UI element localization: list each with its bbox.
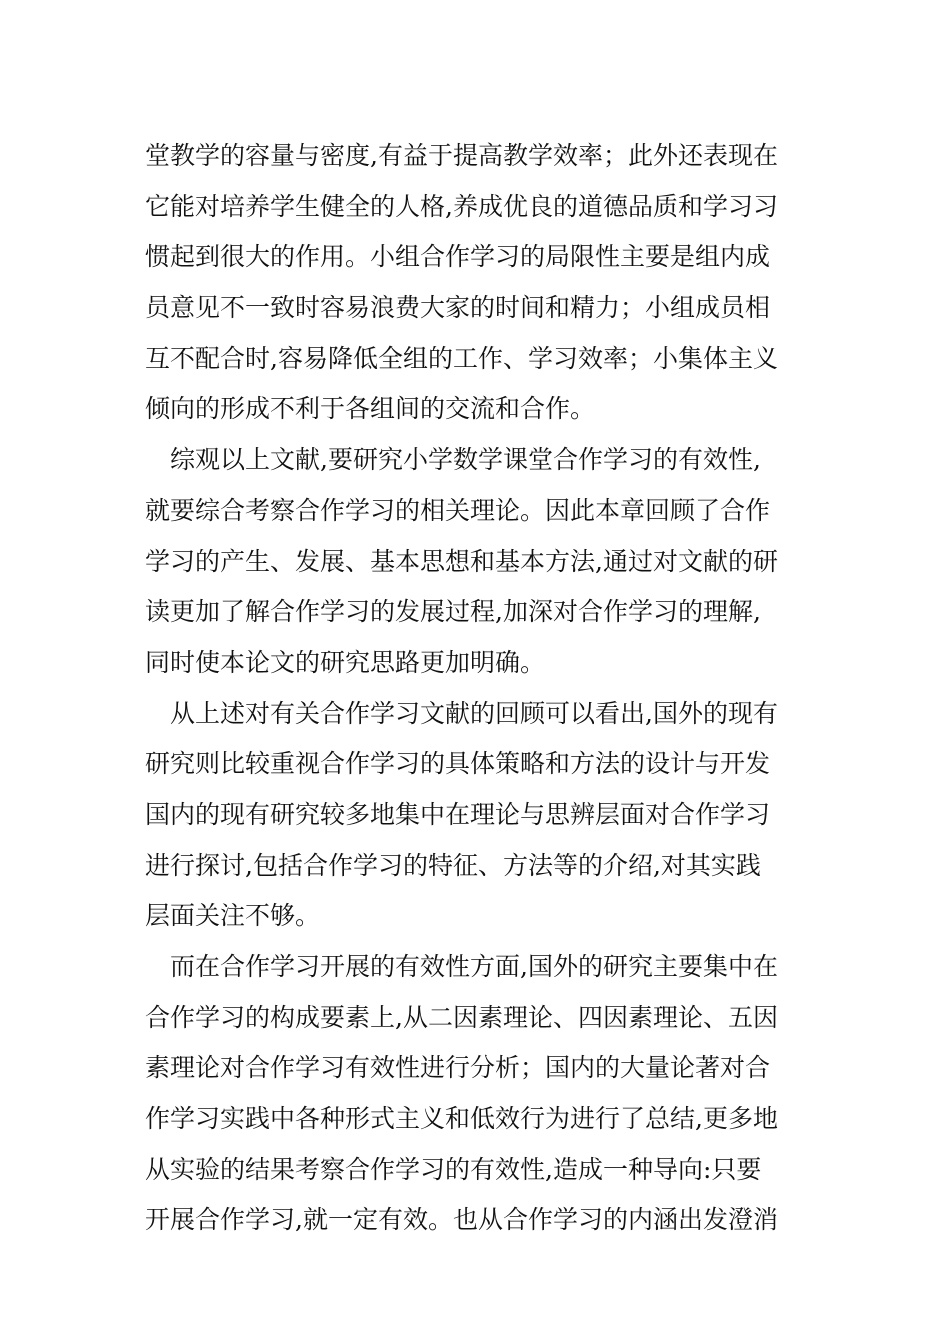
text-line: 合作学习的构成要素上,从二因素理论、四因素理论、五因: [145, 1002, 778, 1032]
text-line: 它能对培养学生健全的人格,养成优良的道德品质和学习习: [145, 191, 778, 221]
text-line: 堂教学的容量与密度,有益于提高教学效率；此外还表现在: [145, 141, 778, 170]
text-line: 进行探讨,包括合作学习的特征、方法等的介绍,对其实践: [145, 850, 761, 880]
text-line: 从实验的结果考察合作学习的有效性,造成一种导向:只要: [145, 1154, 762, 1184]
text-line: 就要综合考察合作学习的相关理论。因此本章回顾了合作: [145, 495, 771, 525]
text-line: 素理论对合作学习有效性进行分析；国内的大量论著对合: [145, 1053, 771, 1083]
text-line: 国内的现有研究较多地集中在理论与思辨层面对合作学习: [145, 799, 771, 829]
text-line: 作学习实践中各种形式主义和低效行为进行了总结,更多地: [145, 1104, 778, 1134]
text-line: 综观以上文献,要研究小学数学课堂合作学习的有效性,: [145, 445, 761, 475]
text-line: 开展合作学习,就一定有效。也从合作学习的内涵出发澄消: [145, 1205, 778, 1235]
text-line: 从上述对有关合作学习文献的回顾可以看出,国外的现有: [145, 698, 778, 728]
text-line: 互不配合时,容易降低全组的工作、学习效率；小集体主义: [145, 343, 778, 373]
text-line: 同时使本论文的研究思路更加明确。: [145, 647, 546, 677]
text-line: 研究则比较重视合作学习的具体策略和方法的设计与开发: [145, 749, 771, 779]
text-line: 而在合作学习开展的有效性方面,国外的研究主要集中在: [145, 952, 778, 981]
text-line: 倾向的形成不利于各组间的交流和合作。: [145, 394, 596, 424]
text-line: 员意见不一致时容易浪费大家的时间和精力；小组成员相: [145, 293, 771, 323]
text-line: 层面关注不够。: [145, 901, 321, 931]
body-text: [145, 131, 810, 1246]
text-line: 惯起到很大的作用。小组合作学习的局限性主要是组内成: [145, 242, 771, 272]
text-line: 学习的产生、发展、基本思想和基本方法,通过对文献的研: [145, 546, 778, 576]
text-line: 读更加了解合作学习的发展过程,加深对合作学习的理解,: [145, 597, 761, 627]
